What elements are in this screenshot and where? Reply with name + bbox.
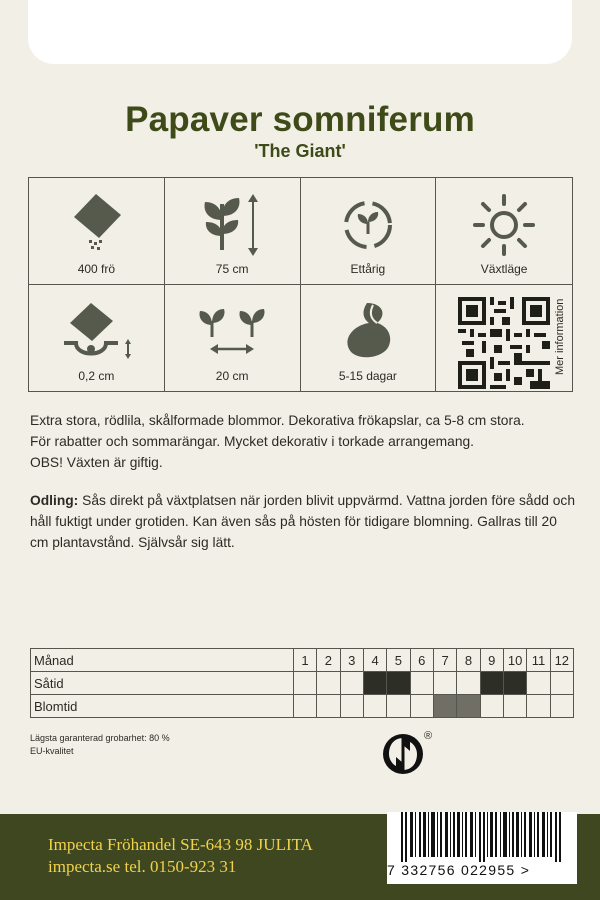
calendar-cell — [410, 695, 433, 718]
germination-time: 5-15 dagar — [338, 369, 397, 383]
green-dot-recycle-icon — [382, 733, 424, 775]
description — [30, 410, 575, 473]
plant-height: 75 cm — [215, 261, 249, 276]
calendar-cell — [410, 672, 433, 695]
calendar-cell — [480, 695, 503, 718]
sowing-depth: 0,2 cm — [78, 369, 115, 383]
calendar-cell — [550, 695, 573, 718]
warning-line: OBS! Växten är giftig. — [30, 455, 163, 470]
annual-cycle-icon — [333, 190, 403, 260]
seed-packet-icon — [61, 190, 131, 260]
description-line: För rabatter och sommarängar. Mycket dekorativ i torkade arrangemang. — [30, 434, 474, 449]
calendar-cell — [387, 672, 410, 695]
calendar-cell — [433, 672, 456, 695]
calendar-row-bloom — [31, 695, 574, 718]
germination-guarantee: Lägsta garanterad grobarhet: 80 % — [30, 733, 170, 743]
calendar-cell — [527, 672, 550, 695]
month-10: 10 — [503, 649, 526, 672]
germination-icon — [333, 297, 403, 367]
calendar-cell — [317, 672, 340, 695]
info-cell-height — [165, 178, 301, 285]
calendar-cell — [527, 695, 550, 718]
sun-icon — [469, 190, 539, 260]
company-address: Impecta Fröhandel SE-643 98 JULITA — [48, 835, 313, 854]
calendar-cell — [293, 672, 316, 695]
variety-name: 'The Giant' — [254, 141, 346, 161]
calendar-header-row — [31, 649, 574, 672]
quality-label: EU-kvalitet — [30, 746, 74, 756]
info-cell-depth — [29, 285, 165, 392]
info-cell-germination — [301, 285, 437, 392]
company-contact: impecta.se tel. 0150-923 31 — [48, 857, 237, 876]
sowing-depth-icon — [56, 297, 136, 367]
plant-spacing-icon — [192, 297, 272, 367]
info-cell-spacing — [165, 285, 301, 392]
calendar-cell — [457, 695, 480, 718]
month-7: 7 — [433, 649, 456, 672]
month-9: 9 — [480, 649, 503, 672]
month-11: 11 — [527, 649, 550, 672]
month-4: 4 — [363, 649, 386, 672]
calendar-cell — [503, 672, 526, 695]
calendar-cell — [363, 695, 386, 718]
cultivation-heading: Odling: — [30, 493, 79, 508]
calendar-row-label: Såtid — [31, 672, 294, 695]
plant-height-icon — [197, 190, 267, 260]
calendar-row-label: Blomtid — [31, 695, 294, 718]
calendar-cell — [317, 695, 340, 718]
calendar-cell — [550, 672, 573, 695]
month-5: 5 — [387, 649, 410, 672]
info-cell-seeds — [29, 178, 165, 285]
page-title: Papaver somniferum — [125, 100, 475, 139]
calendar-cell — [503, 695, 526, 718]
description-line: Extra stora, rödlila, skålformade blommor. Dekorativa frökapslar, ca 5-8 cm stora. — [30, 413, 525, 428]
month-2: 2 — [317, 649, 340, 672]
calendar-cell — [363, 672, 386, 695]
info-cell-position — [436, 178, 572, 285]
month-1: 1 — [293, 649, 316, 672]
calendar-cell — [340, 672, 363, 695]
calendar-month-header: Månad — [31, 649, 294, 672]
calendar-cell — [387, 695, 410, 718]
month-6: 6 — [410, 649, 433, 672]
calendar-cell — [340, 695, 363, 718]
calendar-cell — [293, 695, 316, 718]
lifecycle: Ettårig — [350, 261, 386, 276]
position: Växtläge — [480, 261, 528, 276]
registered-mark: ® — [424, 730, 433, 742]
qr-code-icon[interactable] — [458, 297, 550, 389]
cultivation-body: Sås direkt på växtplatsen när jorden blivit uppvärmd. Vattna jorden före sådd och håll fuktigt under grotiden. Kan även sås på hösten för tidigare blomning. Gallras till 20 cm plantavstånd. Självsår sig lätt. — [30, 493, 575, 550]
more-info-label: Mer information — [554, 298, 566, 375]
seed-count: 400 frö — [77, 261, 116, 276]
info-cell-lifecycle — [301, 178, 437, 285]
barcode-number: 7 332756 022955 > — [387, 862, 531, 878]
cultivation-text — [30, 490, 575, 553]
month-12: 12 — [550, 649, 573, 672]
barcode-bars — [387, 812, 577, 862]
sowing-calendar — [30, 648, 574, 718]
hang-hole — [28, 0, 572, 64]
calendar-row-sowing — [31, 672, 574, 695]
plant-spacing: 20 cm — [215, 369, 249, 383]
calendar-cell — [433, 695, 456, 718]
info-grid — [28, 177, 573, 392]
month-8: 8 — [457, 649, 480, 672]
month-3: 3 — [340, 649, 363, 672]
calendar-cell — [457, 672, 480, 695]
calendar-cell — [480, 672, 503, 695]
info-cell-qr[interactable] — [436, 285, 572, 392]
